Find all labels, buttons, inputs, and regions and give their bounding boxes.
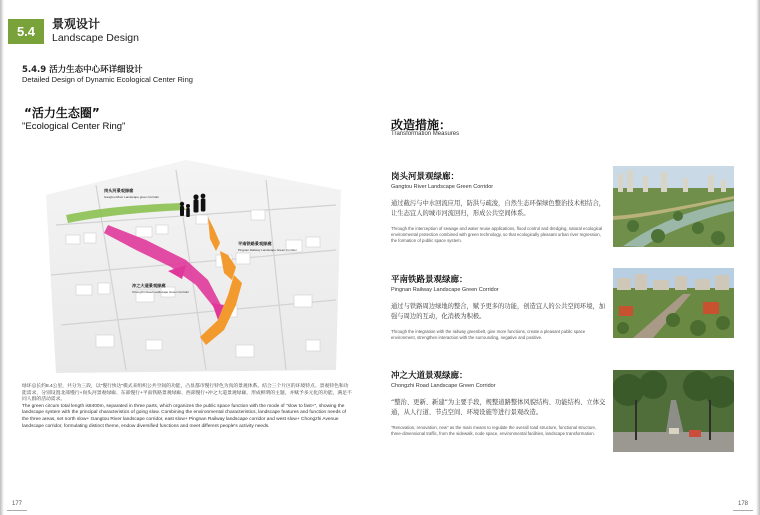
measure-body-zh: 通过与铁路周边绿地的整合，赋予更多的功能，创造宜人的公共空间环境，加强与周边的互动，化消极为积极。 xyxy=(391,303,606,320)
map-description-zh: 绿环总长约8.4公里，共分为三段，以“慢行快达”模式来组织公共空间的功能，凸显都市慢行特色为真的景观体系。结合三个片区的环境特点、景观特色和功能需求，分别设置北部慢行+岗头河景观绿廊、东部慢行+平南铁路景观绿廊、西部慢行+冲之大道景观绿廊，形成鲜明的主题，并赋予多元化的功能，满足不同人群的活动需求。 xyxy=(22,384,352,403)
subsection-title-en: Detailed Design of Dynamic Ecological Center Ring xyxy=(22,75,193,84)
measure-body-zh: “整治、更新、新建”为主要手段，规整道路整体风貌结构、功能结构、立体交通，从人行道、节点空间、环境设施等进行景观改造。 xyxy=(391,399,606,416)
measure-title-zh: 岗头河景观绿廊： xyxy=(391,172,460,182)
map-description-en: The green circum total length is8400m, separated in three parts, which organizes the public space function with the mode of "slow to fast+", showing the landscape system with the principal characteristics of going slow. Combining the environmental characteristics, landscape features and function needs of the three areas, set north slow+ Gangtou River landscape corridor, east slow+ Pingnan Railway landscape corridor and west slow+ Chongzhi Avenue landscape corridor, formulating distinct theme, endow diversified functions and meet different people's activity needs. xyxy=(22,403,346,429)
map-label-pingnan-zh: 平南铁路景观绿廊 xyxy=(238,241,272,246)
measures-title-en: Transformation Measures xyxy=(391,131,460,137)
measure-body-en: Through the integration with the railway greenbelt, give more functions, create a pleasant public space environment, strengthen interaction with the surrounding, negative and positive. xyxy=(391,329,586,340)
page-number-left: 177 xyxy=(7,498,27,511)
ring-title-zh: “活力生态圈” xyxy=(24,106,100,120)
section-number-badge: 5.4 xyxy=(8,19,44,44)
section-title-en: Landscape Design xyxy=(52,32,139,44)
measures-title-zh: 改造措施： xyxy=(391,118,452,132)
page-number-right: 178 xyxy=(733,498,753,511)
measure-body-en: Through the interception of sewage and water reuse applications, flood control and dredging, natural ecological environmental protection combined with green technology, so that ecologically pleasant urban river regression, the formation of public space system. xyxy=(391,226,603,243)
railway-corridor-photo xyxy=(613,268,734,338)
river-corridor-photo xyxy=(613,166,734,247)
measure-title-en: Chongzhi Road Landscape Green Corridor xyxy=(391,383,496,389)
measure-title-zh: 冲之大道景观绿廊： xyxy=(391,371,468,381)
section-title-zh: 景观设计 xyxy=(52,17,101,31)
measure-gangtou xyxy=(391,170,607,244)
map-label-pingnan-en: Pingnan Railway Landscape Green Corridor xyxy=(238,248,297,252)
page-gutter-left xyxy=(0,0,4,515)
map-label-chongzhi-zh: 冲之大道景观绿廊 xyxy=(132,283,166,288)
map-ground xyxy=(46,160,341,373)
page-gutter-right xyxy=(756,0,760,515)
map-label-gangtou-zh: 岗头河景观绿廊 xyxy=(104,188,134,193)
measure-title-en: Gangtou River Landscape Green Corridor xyxy=(391,184,494,190)
measure-body-en: "Renovation, renovation, new" as the main means to regulate the overall road structure, functional structure, three-dimensional traffic, from the sidewalk, node space, environmental facilities, landscape transformation. xyxy=(391,425,597,436)
ring-title-en: "Ecological Center Ring" xyxy=(22,121,126,132)
map-label-gangtou-en: Gangtou River Landscape green Corridor xyxy=(104,195,160,199)
subsection-title-zh: 5.4.9 活力生态中心环详细设计 xyxy=(22,65,143,75)
aerial-site-map xyxy=(36,155,346,375)
measure-title-en: Pingnan Railway Landscape Green Corridor xyxy=(391,287,499,293)
map-label-chongzhi-en: Chongzhi Road Landscape Green Corridor xyxy=(132,290,190,294)
measure-title-zh: 平南铁路景观绿廊： xyxy=(391,275,468,285)
map-description xyxy=(22,384,352,430)
road-corridor-photo xyxy=(613,370,734,452)
measure-body-zh: 通过截污与中水回流应用，防洪与疏浚，自然生态环保绿色整治技术相结合，让生态宜人的城市河流回归，形成公共空间体系。 xyxy=(391,200,606,217)
measure-chongzhi xyxy=(391,369,607,437)
measure-pingnan xyxy=(391,273,607,341)
